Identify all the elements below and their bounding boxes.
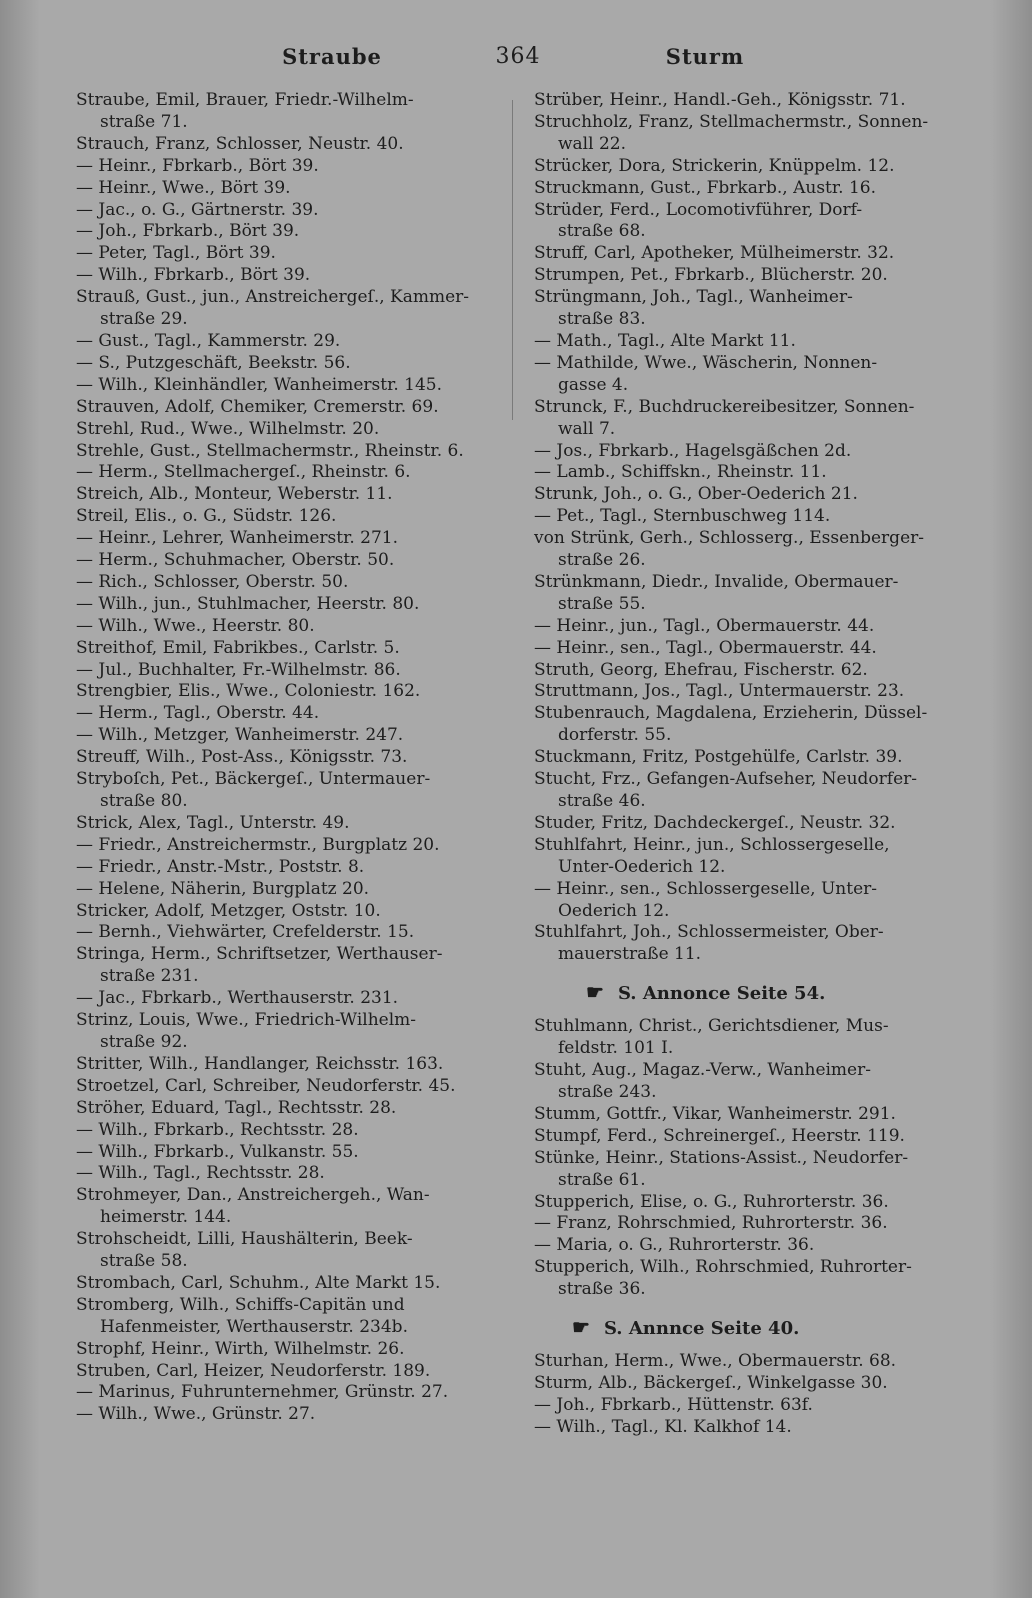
directory-entry: Strüngmann, Joh., Tagl., Wanheimer-	[534, 287, 853, 308]
directory-entry: Strauch, Franz, Schlosser, Neustr. 40.	[76, 133, 404, 154]
directory-entry: — S., Putzgeschäft, Beekstr. 56.	[76, 352, 351, 373]
page-number: 364	[495, 44, 541, 69]
directory-entry: Strauven, Adolf, Chemiker, Cremerstr. 69.	[76, 396, 439, 417]
directory-entry: von Strünk, Gerh., Schlosserg., Essenberger-	[534, 528, 924, 549]
directory-entry: Stucht, Frz., Gefangen-Aufseher, Neudorfer-	[534, 769, 918, 790]
directory-entry: — Wilh., Wwe., Heerstr. 80.	[76, 615, 315, 636]
directory-entry: Stupperich, Wilh., Rohrschmied, Ruhrorter-	[534, 1257, 912, 1278]
directory-entry: — Heinr., Fbrkarb., Bört 39.	[76, 155, 319, 176]
directory-entry: — Heinr., Wwe., Bört 39.	[76, 177, 291, 198]
directory-entry: Stumpf, Ferd., Schreinergeſ., Heerstr. 119.	[534, 1125, 905, 1146]
directory-entry: — Peter, Tagl., Bört 39.	[76, 243, 276, 264]
entry-continuation: wall 7.	[558, 418, 616, 439]
directory-entry: — Wilh., Wwe., Grünstr. 27.	[76, 1404, 316, 1425]
directory-entry: Stubenrauch, Magdalena, Erzieherin, Düssel-	[534, 703, 928, 724]
entry-continuation: straße 36.	[558, 1279, 646, 1300]
directory-entry: — Wilh., Fbrkarb., Vulkanstr. 55.	[76, 1141, 359, 1162]
entry-continuation: Oederich 12.	[558, 900, 670, 921]
directory-entry: — Jos., Fbrkarb., Hagelsgäßchen 2d.	[534, 440, 852, 461]
directory-entry: — Maria, o. G., Ruhrorterstr. 36.	[534, 1235, 815, 1256]
page-header	[0, 44, 1032, 84]
directory-entry: Stupperich, Elise, o. G., Ruhrorterstr. 36.	[534, 1191, 889, 1212]
directory-entry: — Helene, Näherin, Burgplatz 20.	[76, 878, 370, 899]
entry-continuation: straße 26.	[558, 550, 646, 571]
entry-continuation: straße 61.	[558, 1169, 646, 1190]
annonce-reference-54	[534, 980, 954, 1006]
directory-entry: Stritter, Wilh., Handlanger, Reichsstr. 163.	[76, 1053, 444, 1074]
directory-entry: — Heinr., Lehrer, Wanheimerstr. 271.	[76, 528, 399, 549]
directory-entry: — Mathilde, Wwe., Wäscherin, Nonnen-	[534, 352, 878, 373]
directory-entry: Strünkmann, Diedr., Invalide, Obermauer-	[534, 571, 899, 592]
directory-entry: — Wilh., Fbrkarb., Rechtsstr. 28.	[76, 1119, 359, 1140]
directory-entry: Streuff, Wilh., Post-Ass., Königsstr. 73.	[76, 747, 408, 768]
directory-entry: Studer, Fritz, Dachdeckergeſ., Neustr. 32.	[534, 812, 896, 833]
directory-entry: Strombach, Carl, Schuhm., Alte Markt 15.	[76, 1272, 441, 1293]
entry-continuation: wall 22.	[558, 133, 626, 154]
directory-entry: Strehle, Gust., Stellmachermstr., Rheinstr. 6.	[76, 440, 464, 461]
directory-entry: Strunck, F., Buchdruckereibesitzer, Sonnen-	[534, 396, 915, 417]
column-divider	[512, 100, 513, 420]
directory-entry: Strick, Alex, Tagl., Unterstr. 49.	[76, 812, 350, 833]
directory-entry: — Lamb., Schiffskn., Rheinstr. 11.	[534, 462, 827, 483]
directory-entry: Stricker, Adolf, Metzger, Oststr. 10.	[76, 900, 381, 921]
directory-entry: — Wilh., Fbrkarb., Bört 39.	[76, 265, 311, 286]
directory-entry: — Wilh., jun., Stuhlmacher, Heerstr. 80.	[76, 593, 420, 614]
directory-entry: Strumpen, Pet., Fbrkarb., Blücherstr. 20.	[534, 265, 888, 286]
directory-entry: Stuht, Aug., Magaz.-Verw., Wanheimer-	[534, 1060, 871, 1081]
directory-entry: Stryboſch, Pet., Bäckergeſ., Untermauer-	[76, 769, 431, 790]
directory-entry: Streithof, Emil, Fabrikbes., Carlstr. 5.	[76, 637, 400, 658]
entry-continuation: dorferstr. 55.	[558, 725, 672, 746]
directory-entry: Stumm, Gottfr., Vikar, Wanheimerstr. 291.	[534, 1103, 896, 1124]
entry-continuation: straße 243.	[558, 1081, 657, 1102]
directory-entry: — Heinr., sen., Schlossergeselle, Unter-	[534, 878, 878, 899]
directory-entry: — Herm., Schuhmacher, Oberstr. 50.	[76, 550, 395, 571]
entry-continuation: feldstr. 101 I.	[558, 1038, 674, 1059]
directory-entry: Straube, Emil, Brauer, Friedr.-Wilhelm-	[76, 90, 414, 110]
annonce-text: S. Annonce Seite 54.	[617, 983, 826, 1005]
entry-continuation: gasse 4.	[558, 374, 629, 395]
entry-continuation: straße 83.	[558, 309, 646, 330]
entry-continuation: straße 71.	[100, 111, 188, 132]
directory-entry: — Joh., Fbrkarb., Hüttenstr. 63f.	[534, 1394, 813, 1415]
directory-entry: Struff, Carl, Apotheker, Mülheimerstr. 32.	[534, 243, 895, 264]
directory-entry: — Bernh., Viehwärter, Crefelderstr. 15.	[76, 922, 415, 943]
left-column	[76, 90, 500, 1426]
directory-entry: Strunk, Joh., o. G., Ober-Oederich 21.	[534, 484, 858, 505]
directory-entry: — Gust., Tagl., Kammerstr. 29.	[76, 330, 341, 351]
directory-entry: — Wilh., Tagl., Kl. Kalkhof 14.	[534, 1416, 792, 1437]
directory-entry: Strauß, Gust., jun., Anstreichergeſ., Kammer-	[76, 287, 470, 308]
pointing-hand-icon: ☛	[572, 1315, 590, 1340]
directory-entry: — Herm., Stellmachergeſ., Rheinstr. 6.	[76, 462, 411, 483]
directory-entry: Stünke, Heinr., Stations-Assist., Neudorfer-	[534, 1147, 909, 1168]
directory-entry: Stromberg, Wilh., Schiffs-Capitän und	[76, 1294, 405, 1315]
directory-entry: — Jac., Fbrkarb., Werthauserstr. 231.	[76, 988, 399, 1009]
directory-entry: — Rich., Schlosser, Oberstr. 50.	[76, 571, 349, 592]
directory-entry: Strengbier, Elis., Wwe., Coloniestr. 162.	[76, 681, 421, 702]
directory-entry: — Heinr., jun., Tagl., Obermauerstr. 44.	[534, 615, 875, 636]
entry-continuation: straße 231.	[100, 966, 199, 987]
entry-continuation: straße 68.	[558, 221, 646, 242]
directory-entry: Stuhlmann, Christ., Gerichtsdiener, Mus-	[534, 1016, 889, 1037]
entry-continuation: straße 58.	[100, 1251, 188, 1272]
directory-entry: Struttmann, Jos., Tagl., Untermauerstr. 23.	[534, 681, 905, 702]
directory-entry: Streil, Elis., o. G., Südstr. 126.	[76, 506, 337, 527]
directory-entry: — Jul., Buchhalter, Fr.-Wilhelmstr. 86.	[76, 659, 401, 680]
directory-entry: Stuckmann, Fritz, Postgehülfe, Carlstr. 39.	[534, 747, 903, 768]
directory-entry: Struben, Carl, Heizer, Neudorferstr. 189.	[76, 1360, 431, 1381]
directory-entry: — Friedr., Anstr.-Mstr., Poststr. 8.	[76, 856, 365, 877]
directory-entry: Struckmann, Gust., Fbrkarb., Austr. 16.	[534, 177, 876, 198]
directory-entry: Strücker, Dora, Strickerin, Knüppelm. 12.	[534, 155, 895, 176]
annonce-reference-40	[534, 1315, 954, 1341]
right-column-entries-b	[534, 1016, 954, 1301]
annonce-text: S. Annnce Seite 40.	[603, 1318, 800, 1340]
directory-entry: Struth, Georg, Ehefrau, Fischerstr. 62.	[534, 659, 868, 680]
directory-entry: — Friedr., Anstreichermstr., Burgplatz 20.	[76, 834, 440, 855]
directory-entry: Strinz, Louis, Wwe., Friedrich-Wilhelm-	[76, 1010, 416, 1031]
directory-entry: Stuhlfahrt, Joh., Schlossermeister, Ober-	[534, 922, 884, 943]
entry-continuation: heimerstr. 144.	[100, 1207, 232, 1228]
right-column	[534, 90, 954, 1439]
directory-entry: — Wilh., Tagl., Rechtsstr. 28.	[76, 1163, 325, 1184]
entry-continuation: Hafenmeister, Werthauserstr. 234b.	[100, 1316, 408, 1337]
entry-continuation: straße 46.	[558, 791, 646, 811]
entry-continuation: straße 92.	[100, 1031, 188, 1052]
entry-continuation: straße 55.	[558, 593, 646, 614]
directory-entry: — Herm., Tagl., Oberstr. 44.	[76, 703, 320, 724]
header-first-entry: Straube	[282, 44, 382, 69]
directory-entry: — Heinr., sen., Tagl., Obermauerstr. 44.	[534, 637, 877, 658]
directory-entry: Struchholz, Franz, Stellmachermstr., Sonnen-	[534, 111, 929, 132]
entry-continuation: straße 29.	[100, 309, 188, 330]
directory-entry: — Jac., o. G., Gärtnerstr. 39.	[76, 199, 319, 220]
directory-entry: — Marinus, Fuhrunternehmer, Grünstr. 27.	[76, 1382, 449, 1403]
directory-entry: Streich, Alb., Monteur, Weberstr. 11.	[76, 484, 393, 505]
directory-entry: Strohmeyer, Dan., Anstreichergeh., Wan-	[76, 1185, 430, 1206]
directory-entry: Stuhlfahrt, Heinr., jun., Schlossergeselle,	[534, 834, 890, 855]
directory-entry: — Wilh., Metzger, Wanheimerstr. 247.	[76, 725, 404, 746]
directory-entry: Strüber, Heinr., Handl.-Geh., Königsstr. 71.	[534, 90, 906, 110]
directory-entry: Strüder, Ferd., Locomotivführer, Dorf-	[534, 199, 863, 220]
directory-entry: Strohscheidt, Lilli, Haushälterin, Beek-	[76, 1229, 413, 1250]
entry-continuation: Unter-Oederich 12.	[558, 856, 726, 877]
entry-continuation: mauerstraße 11.	[558, 944, 702, 965]
pointing-hand-icon: ☛	[586, 980, 604, 1005]
directory-entry: — Joh., Fbrkarb., Bört 39.	[76, 221, 300, 242]
directory-entry: Strehl, Rud., Wwe., Wilhelmstr. 20.	[76, 418, 380, 439]
directory-entry: — Franz, Rohrschmied, Ruhrorterstr. 36.	[534, 1213, 888, 1234]
right-column-entries-c	[534, 1351, 954, 1439]
directory-entry: Sturm, Alb., Bäckergeſ., Winkelgasse 30.	[534, 1372, 888, 1393]
header-last-entry: Sturm	[665, 44, 745, 69]
directory-entry: Sturhan, Herm., Wwe., Obermauerstr. 68.	[534, 1351, 897, 1372]
directory-entry: Ströher, Eduard, Tagl., Rechtsstr. 28.	[76, 1097, 397, 1118]
directory-entry: — Wilh., Kleinhändler, Wanheimerstr. 145.	[76, 374, 442, 395]
directory-entry: Strophf, Heinr., Wirth, Wilhelmstr. 26.	[76, 1338, 405, 1359]
directory-entry: — Pet., Tagl., Sternbuschweg 114.	[534, 506, 831, 527]
directory-entry: Stringa, Herm., Schriftsetzer, Werthauser-	[76, 944, 443, 965]
entry-continuation: straße 80.	[100, 791, 188, 811]
right-column-entries-a	[534, 90, 954, 966]
directory-entry: Stroetzel, Carl, Schreiber, Neudorferstr. 45.	[76, 1075, 456, 1096]
directory-entry: — Math., Tagl., Alte Markt 11.	[534, 330, 796, 351]
